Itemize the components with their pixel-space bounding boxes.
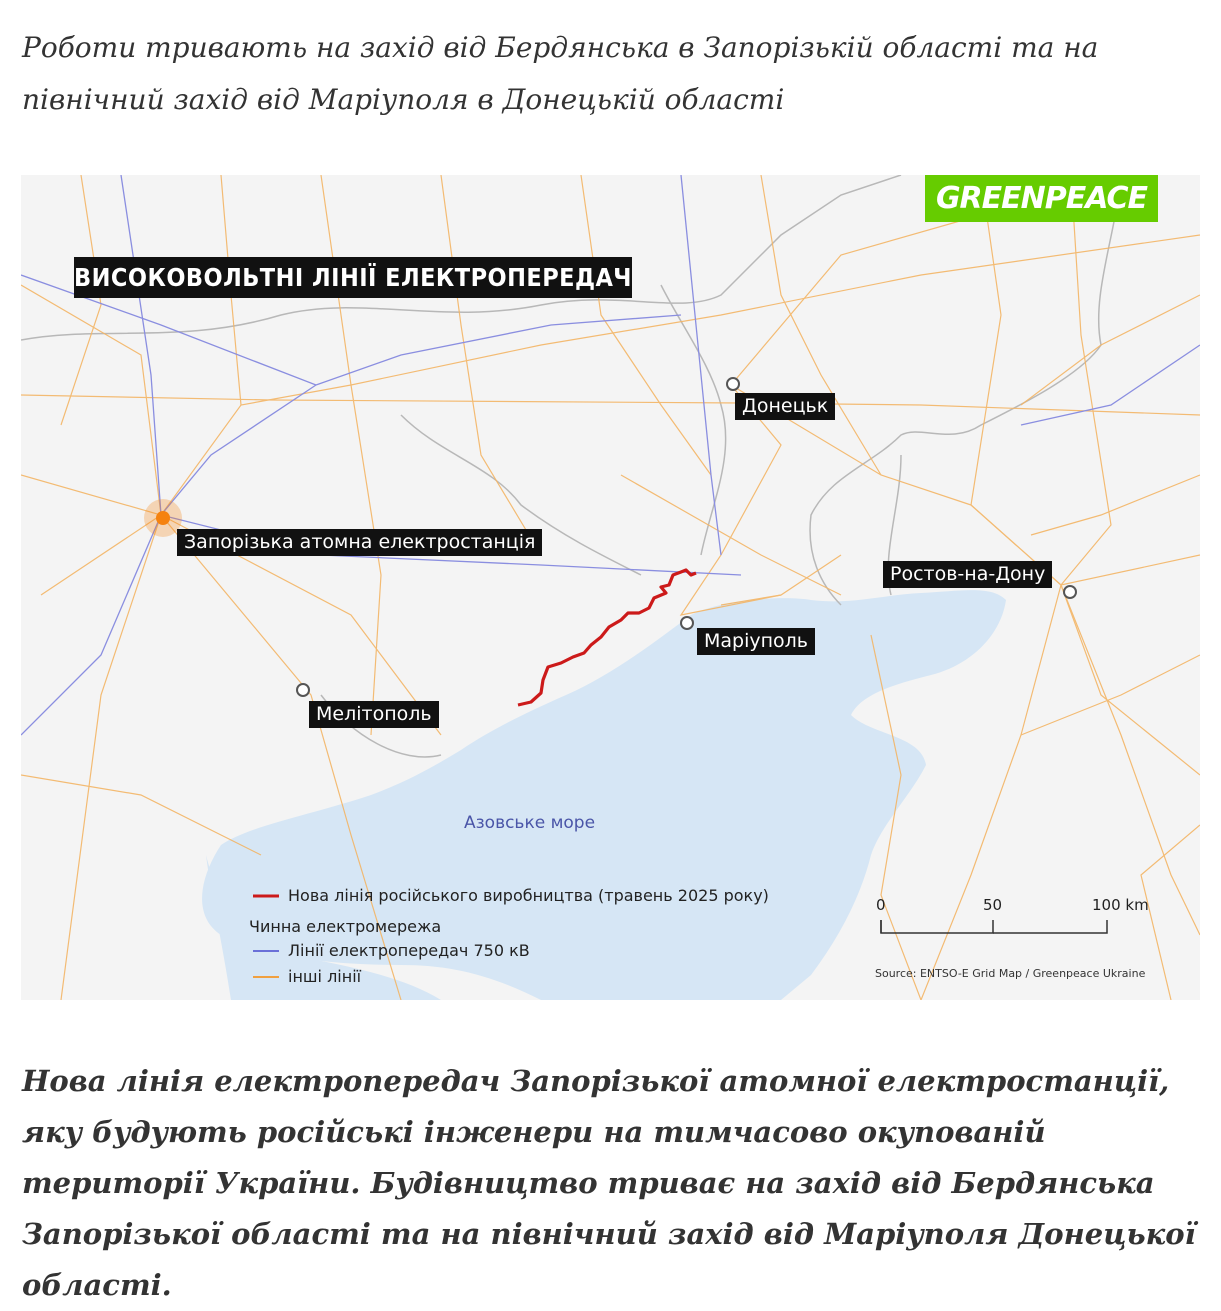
map-title: ВИСОКОВОЛЬТНІ ЛІНІЇ ЕЛЕКТРОПЕРЕДАЧ (74, 257, 632, 298)
label-zaes: Запорізька атомна електростанція (177, 529, 542, 556)
label-donetsk: Донецьк (735, 393, 835, 420)
mariupol-marker (681, 617, 693, 629)
map-image (21, 175, 1200, 1000)
scale-max: 100 km (1092, 896, 1149, 914)
caption-bottom: Нова лінія електропередач Запорізької атомної електростанції, яку будують російські інженери на тимчасово окупованій території України. Будівництво триває на захід від Бердянська Запорізької області та на північний захід від Маріуполя Донецької області. (22, 1064, 1196, 1302)
melitopol-marker (297, 684, 309, 696)
label-melitopol: Мелітополь (309, 701, 439, 728)
legend-750kv: Лінії електропередач 750 кВ (288, 941, 530, 960)
rostov-marker (1064, 586, 1076, 598)
donetsk-marker (727, 378, 739, 390)
caption-top: Роботи тривають на захід від Бердянська в Запорізькій області та на північний захід від Маріуполя в Донецькій області (22, 31, 1099, 116)
legend-new-line: Нова лінія російського виробництва (травень 2025 року) (288, 886, 769, 905)
legend-other-lines: інші лінії (288, 967, 362, 986)
azov-sea (202, 590, 1006, 1000)
label-rostov: Ростов-на-Дону (883, 561, 1052, 588)
legend-existing-header: Чинна електромережа (249, 917, 442, 936)
scale-bar (881, 920, 1107, 933)
source-note: Source: ENTSO-E Grid Map / Greenpeace Ukraine (875, 967, 1146, 980)
label-mariupol: Маріуполь (697, 628, 815, 655)
greenpeace-logo: GREENPEACE (925, 175, 1158, 222)
scale-zero: 0 (876, 896, 886, 914)
scale-mid: 50 (983, 896, 1003, 914)
label-azov-sea: Азовське море (464, 813, 596, 833)
zaes-marker (156, 511, 170, 525)
